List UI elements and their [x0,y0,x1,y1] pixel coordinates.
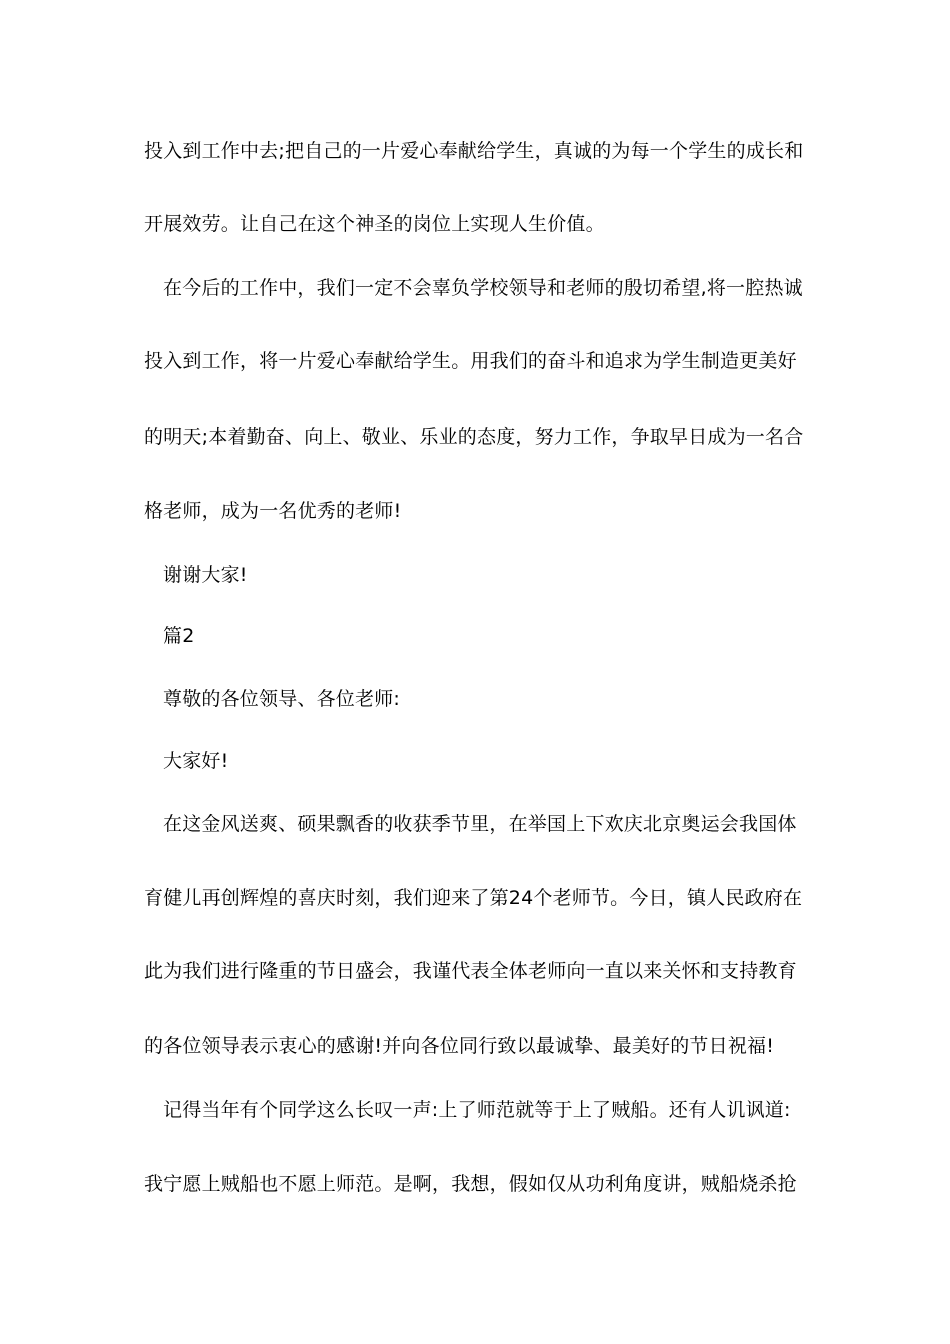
paragraph-line: 谢谢大家! [163,564,248,586]
paragraph-line: 在这金风送爽、硕果飘香的收获季节里，在举国上下欢庆北京奥运会我国体 [163,813,797,835]
paragraph-line: 的各位领导表示衷心的感谢!并向各位同行致以最诚挚、最美好的节日祝福! [144,1035,775,1057]
paragraph-line: 记得当年有个同学这么长叹一声:上了师范就等于上了贼船。还有人讥讽道: [163,1099,791,1121]
salutation: 尊敬的各位领导、各位老师: [163,688,401,710]
paragraph-line: 投入到工作中去;把自己的一片爱心奉献给学生，真诚的为每一个学生的成长和 [144,140,804,162]
paragraph-line: 开展效劳。让自己在这个神圣的岗位上实现人生价值。 [144,213,605,235]
paragraph-line: 在今后的工作中，我们一定不会辜负学校领导和老师的殷切希望,将一腔热诚 [163,277,803,299]
paragraph-line: 此为我们进行隆重的节日盛会，我谨代表全体老师向一直以来关怀和支持教育 [144,960,797,982]
paragraph-line: 我宁愿上贼船也不愿上师范。是啊，我想，假如仅从功利角度讲，贼船烧杀抢 [144,1173,797,1195]
paragraph-line: 格老师，成为一名优秀的老师! [144,500,402,522]
greeting: 大家好! [163,750,229,772]
section-heading: 篇2 [163,625,195,647]
paragraph-line: 育健儿再创辉煌的喜庆时刻，我们迎来了第24个老师节。今日，镇人民政府在 [144,887,803,909]
paragraph-line: 的明天;本着勤奋、向上、敬业、乐业的态度，努力工作，争取早日成为一名合 [144,426,804,448]
paragraph-line: 投入到工作，将一片爱心奉献给学生。用我们的奋斗和追求为学生制造更美好 [144,350,797,372]
